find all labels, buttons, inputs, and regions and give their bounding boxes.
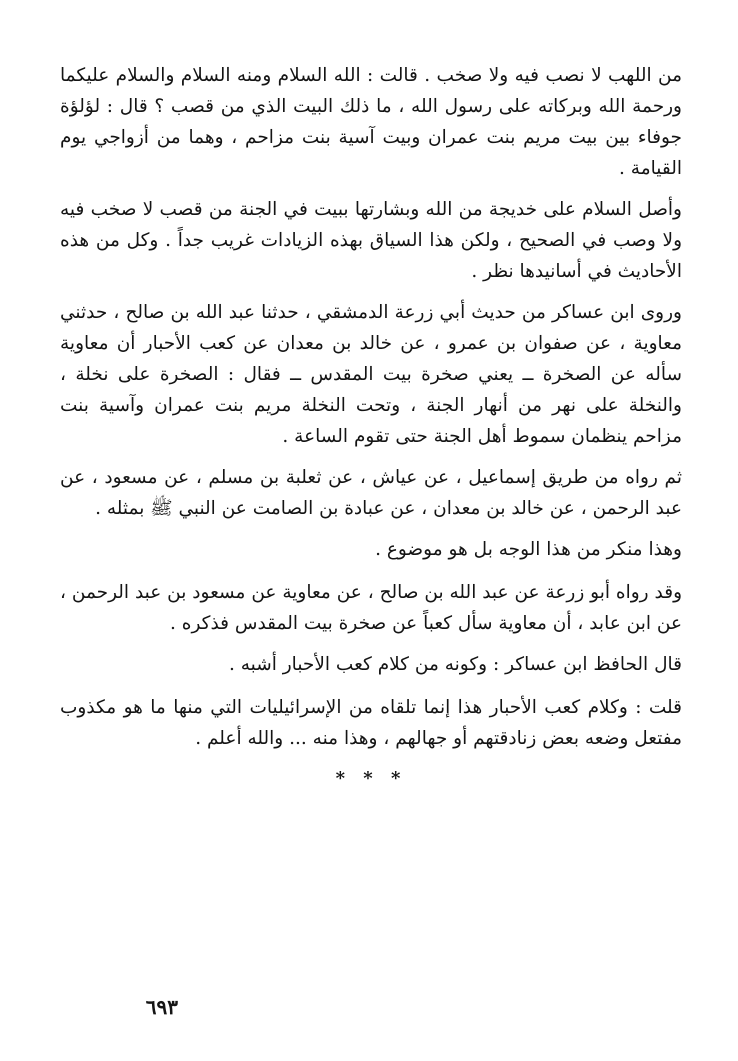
- paragraph-1: من اللهب لا نصب فيه ولا صخب . قالت : الله السلام ومنه السلام والسلام عليكما ورحمة الله وبركاته على رسول الله ، ما ذلك البيت الذي من قصب ؟ قال : لؤلؤة جوفاء بين بيت مريم بنت عمران وبيت آسية بنت مزاحم ، وهما من أزواجي يوم القيامة .: [60, 65, 682, 179]
- paragraph-8: قلت : وكلام كعب الأحبار هذا إنما تلقاه من الإسرائيليات التي منها ما هو مكذوب مفتعل وضعه بعض زنادقتهم أو جهالهم ، وهذا منه ... والله أعلم .: [60, 697, 682, 749]
- paragraph-5: وهذا منكر من هذا الوجه بل هو موضوع .: [375, 539, 682, 560]
- section-separator: * * *: [335, 768, 407, 789]
- paragraph-4: ثم رواه من طريق إسماعيل ، عن عياش ، عن ثعلبة بن مسلم ، عن مسعود ، عن عبد الرحمن ، عن خالد بن معدان ، عن عبادة بن الصامت عن النبي ﷺ بمثله .: [60, 467, 682, 519]
- page-number: ٦٩٣: [145, 995, 178, 1019]
- paragraph-3: وروى ابن عساكر من حديث أبي زرعة الدمشقي ، حدثنا عبد الله بن صالح ، حدثني معاوية ، عن صفوان بن عمرو ، عن خالد بن معدان عن كعب الأحبار أن معاوية سأله عن الصخرة ــ يعني صخرة بيت المقدس ــ فقال : الصخرة على نخلة ، والنخلة على نهر من أنهار الجنة ، وتحت النخلة مريم بنت عمران وآسية بنت مزاحم ينظمان سموط أهل الجنة حتى تقوم الساعة .: [60, 302, 682, 447]
- paragraph-2: وأصل السلام على خديجة من الله وبشارتها ببيت في الجنة من قصب لا صخب فيه ولا وصب في الصحيح ، ولكن هذا السياق بهذه الزيادات غريب جداً . وكل من هذه الأحاديث في أسانيدها نظر .: [60, 199, 682, 282]
- page-body: [60, 60, 682, 1000]
- paragraph-7: قال الحافظ ابن عساكر : وكونه من كلام كعب الأحبار أشبه .: [228, 654, 682, 675]
- paragraph-6: وقد رواه أبو زرعة عن عبد الله بن صالح ، عن معاوية عن مسعود بن عبد الرحمن ، عن ابن عابد ، أن معاوية سأل كعباً عن صخرة بيت المقدس فذكره .: [60, 582, 682, 634]
